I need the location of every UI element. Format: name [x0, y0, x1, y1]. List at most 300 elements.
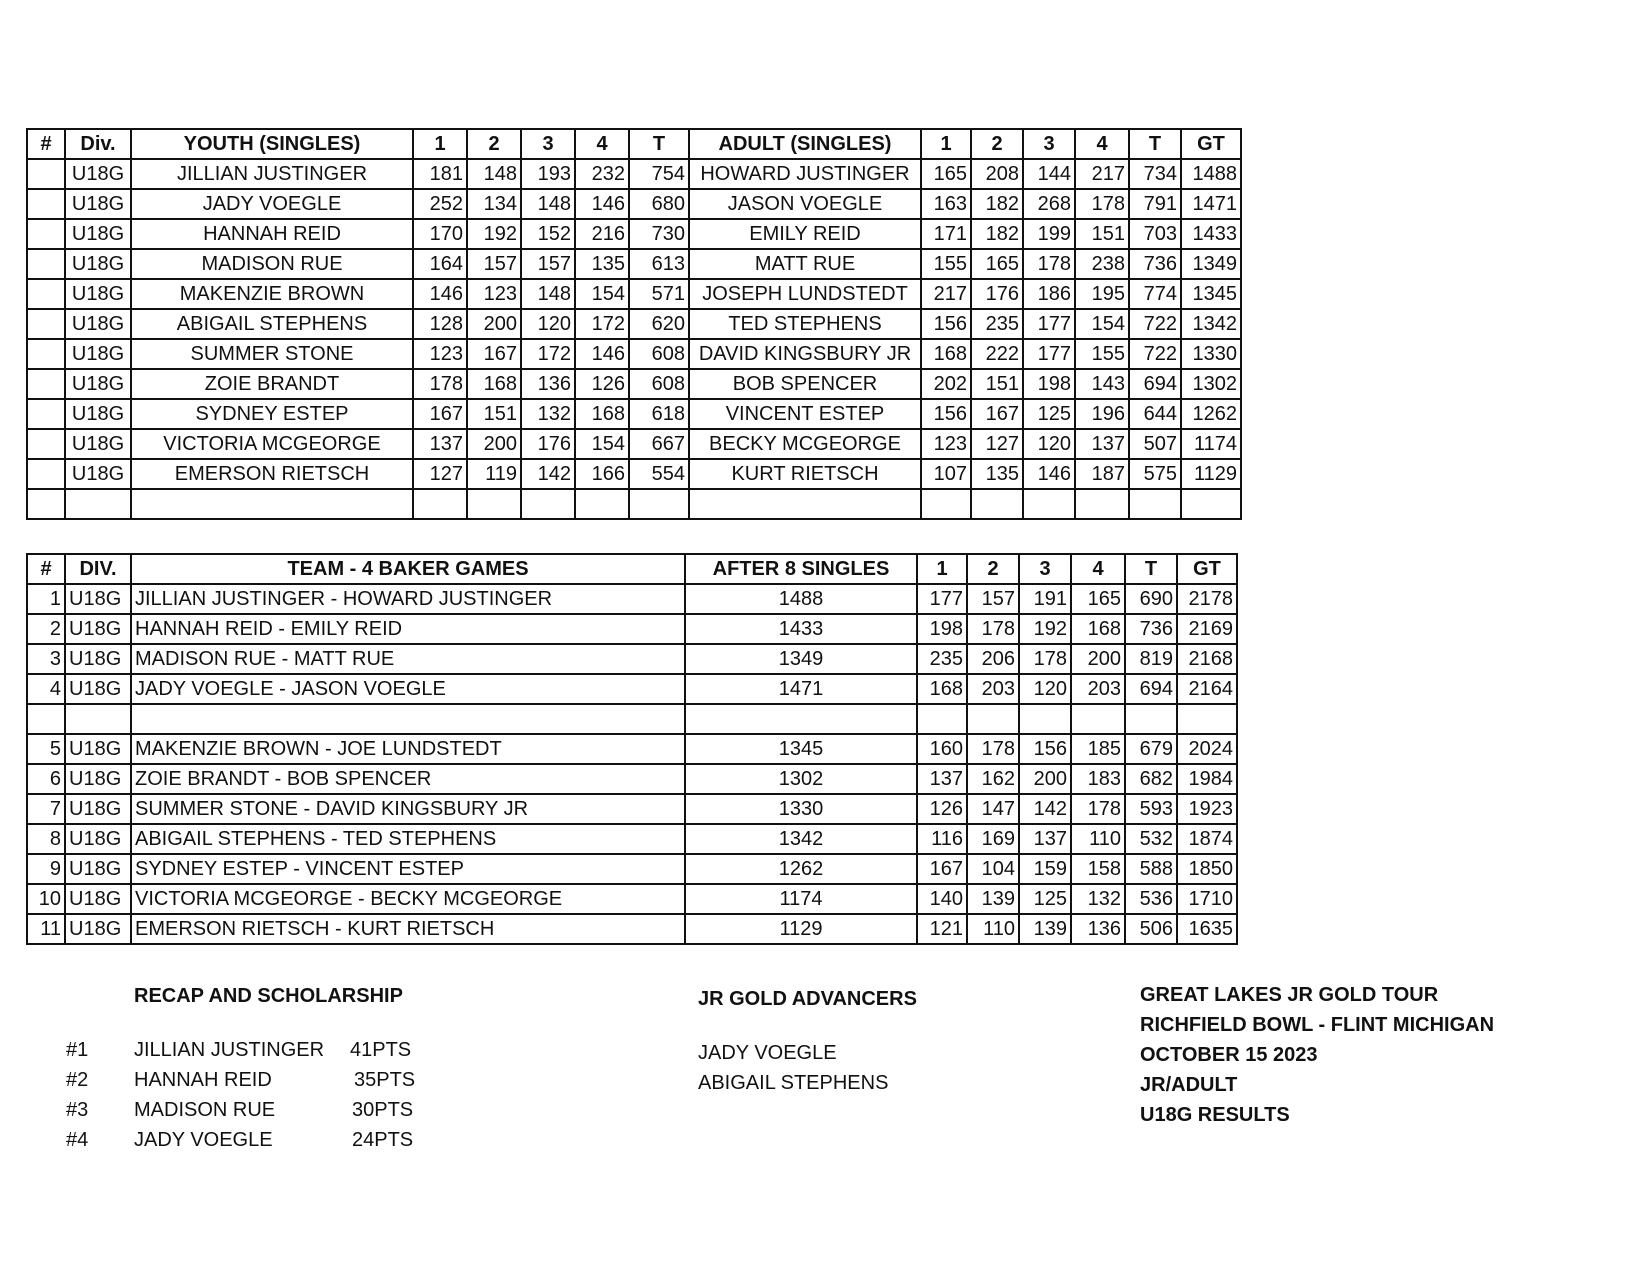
youth-name-cell: HANNAH REID	[131, 219, 413, 249]
division-cell: U18G	[65, 584, 131, 614]
rank-cell	[27, 309, 65, 339]
table-row	[27, 674, 1237, 704]
total-cell: 679	[1125, 734, 1177, 764]
advancer-name: JADY VOEGLE	[698, 1042, 837, 1064]
table-row	[27, 884, 1237, 914]
col-header-grand-total: GT	[1181, 129, 1241, 159]
game-3-cell: 178	[1019, 644, 1071, 674]
grand-total-cell: 1984	[1177, 764, 1237, 794]
adult-game-2-cell: 182	[971, 189, 1023, 219]
adult-name-cell: BOB SPENCER	[689, 369, 921, 399]
team-name-cell: MAKENZIE BROWN - JOE LUNDSTEDT	[131, 734, 685, 764]
recap-points: 24PTS	[352, 1129, 414, 1151]
team-results-table	[26, 553, 1238, 945]
col-header-rank: #	[27, 554, 65, 584]
team-name-cell: SYDNEY ESTEP - VINCENT ESTEP	[131, 854, 685, 884]
youth-game-2-cell: 157	[467, 249, 521, 279]
rank-cell: 5	[27, 734, 65, 764]
youth-total-cell: 571	[629, 279, 689, 309]
recap-rank: #3	[66, 1099, 89, 1121]
total-cell: 588	[1125, 854, 1177, 884]
grand-total-cell: 1635	[1177, 914, 1237, 944]
adult-game-3-cell: 199	[1023, 219, 1075, 249]
team-name-cell: MADISON RUE - MATT RUE	[131, 644, 685, 674]
after-singles-cell: 1488	[685, 584, 917, 614]
game-4-cell: 200	[1071, 644, 1125, 674]
adult-game-4-cell: 196	[1075, 399, 1129, 429]
rank-cell: 9	[27, 854, 65, 884]
youth-game-3-cell: 193	[521, 159, 575, 189]
game-1-cell: 121	[917, 914, 967, 944]
adult-game-2-cell: 176	[971, 279, 1023, 309]
adult-game-2-cell: 222	[971, 339, 1023, 369]
division-cell: U18G	[65, 219, 131, 249]
advancer-name: ABIGAIL STEPHENS	[698, 1072, 889, 1094]
game-1-cell: 126	[917, 794, 967, 824]
youth-game-3-cell: 148	[521, 279, 575, 309]
after-singles-cell: 1330	[685, 794, 917, 824]
youth-game-3-cell: 136	[521, 369, 575, 399]
adult-game-4-cell: 187	[1075, 459, 1129, 489]
rank-cell	[27, 429, 65, 459]
division-cell: U18G	[65, 614, 131, 644]
youth-name-cell: JILLIAN JUSTINGER	[131, 159, 413, 189]
division-cell: U18G	[65, 914, 131, 944]
recap-name: JADY VOEGLE	[134, 1129, 273, 1151]
adult-total-cell: 507	[1129, 429, 1181, 459]
team-header-row	[27, 554, 1237, 584]
total-cell: 593	[1125, 794, 1177, 824]
table-row	[27, 279, 1241, 309]
youth-name-cell: VICTORIA MCGEORGE	[131, 429, 413, 459]
youth-game-1-cell: 137	[413, 429, 467, 459]
empty-cell	[967, 704, 1019, 734]
team-body	[27, 584, 1237, 944]
rank-cell: 11	[27, 914, 65, 944]
youth-name-cell: ZOIE BRANDT	[131, 369, 413, 399]
game-2-cell: 178	[967, 734, 1019, 764]
grand-total-cell: 2168	[1177, 644, 1237, 674]
adult-total-cell: 575	[1129, 459, 1181, 489]
empty-cell	[467, 489, 521, 519]
youth-game-1-cell: 127	[413, 459, 467, 489]
division-cell: U18G	[65, 764, 131, 794]
grand-total-cell: 1850	[1177, 854, 1237, 884]
empty-cell	[27, 489, 65, 519]
youth-game-4-cell: 166	[575, 459, 629, 489]
col-header-adult-game-4: 4	[1075, 129, 1129, 159]
empty-cell	[971, 489, 1023, 519]
division-cell: U18G	[65, 279, 131, 309]
youth-game-1-cell: 167	[413, 399, 467, 429]
division-cell: U18G	[65, 309, 131, 339]
adult-game-1-cell: 107	[921, 459, 971, 489]
game-4-cell: 136	[1071, 914, 1125, 944]
team-name-cell: ZOIE BRANDT - BOB SPENCER	[131, 764, 685, 794]
adult-game-4-cell: 217	[1075, 159, 1129, 189]
rank-cell: 3	[27, 644, 65, 674]
col-header-youth-game-3: 3	[521, 129, 575, 159]
youth-game-2-cell: 192	[467, 219, 521, 249]
after-singles-cell: 1471	[685, 674, 917, 704]
grand-total-cell: 1342	[1181, 309, 1241, 339]
recap-entry	[66, 1065, 415, 1095]
adult-game-2-cell: 235	[971, 309, 1023, 339]
youth-game-3-cell: 142	[521, 459, 575, 489]
game-4-cell: 185	[1071, 734, 1125, 764]
singles-header-row	[27, 129, 1241, 159]
col-header-grand-total: GT	[1177, 554, 1237, 584]
empty-cell	[629, 489, 689, 519]
youth-name-cell: SYDNEY ESTEP	[131, 399, 413, 429]
table-row	[27, 369, 1241, 399]
col-header-game-1: 1	[917, 554, 967, 584]
youth-name-cell: MADISON RUE	[131, 249, 413, 279]
empty-cell	[1181, 489, 1241, 519]
empty-cell	[131, 489, 413, 519]
recap-title: RECAP AND SCHOLARSHIP	[134, 985, 403, 1007]
col-header-adult-game-3: 3	[1023, 129, 1075, 159]
grand-total-cell: 1262	[1181, 399, 1241, 429]
adult-total-cell: 722	[1129, 339, 1181, 369]
youth-total-cell: 608	[629, 339, 689, 369]
game-1-cell: 160	[917, 734, 967, 764]
table-row	[27, 339, 1241, 369]
division-cell: U18G	[65, 189, 131, 219]
youth-game-4-cell: 154	[575, 279, 629, 309]
youth-game-4-cell: 154	[575, 429, 629, 459]
table-row	[27, 734, 1237, 764]
empty-cell	[131, 704, 685, 734]
after-singles-cell: 1174	[685, 884, 917, 914]
total-cell: 736	[1125, 614, 1177, 644]
game-3-cell: 125	[1019, 884, 1071, 914]
adult-total-cell: 734	[1129, 159, 1181, 189]
youth-name-cell: MAKENZIE BROWN	[131, 279, 413, 309]
blank-row	[27, 704, 1237, 734]
adult-game-3-cell: 144	[1023, 159, 1075, 189]
table-row	[27, 764, 1237, 794]
adult-total-cell: 703	[1129, 219, 1181, 249]
youth-game-1-cell: 170	[413, 219, 467, 249]
col-header-adult-game-1: 1	[921, 129, 971, 159]
youth-game-2-cell: 123	[467, 279, 521, 309]
adult-game-4-cell: 154	[1075, 309, 1129, 339]
game-1-cell: 116	[917, 824, 967, 854]
game-3-cell: 159	[1019, 854, 1071, 884]
team-name-cell: JADY VOEGLE - JASON VOEGLE	[131, 674, 685, 704]
adult-game-3-cell: 125	[1023, 399, 1075, 429]
youth-name-cell: ABIGAIL STEPHENS	[131, 309, 413, 339]
empty-cell	[27, 704, 65, 734]
grand-total-cell: 1433	[1181, 219, 1241, 249]
after-singles-cell: 1302	[685, 764, 917, 794]
grand-total-cell: 1710	[1177, 884, 1237, 914]
game-3-cell: 139	[1019, 914, 1071, 944]
table-row	[27, 159, 1241, 189]
recap-rank: #4	[66, 1129, 89, 1151]
youth-game-2-cell: 200	[467, 429, 521, 459]
adult-game-1-cell: 202	[921, 369, 971, 399]
team-name-cell: VICTORIA MCGEORGE - BECKY MCGEORGE	[131, 884, 685, 914]
grand-total-cell: 1345	[1181, 279, 1241, 309]
youth-game-3-cell: 157	[521, 249, 575, 279]
youth-name-cell: JADY VOEGLE	[131, 189, 413, 219]
adult-game-1-cell: 156	[921, 309, 971, 339]
division-cell: U18G	[65, 159, 131, 189]
recap-rank: #1	[66, 1039, 89, 1061]
adult-game-1-cell: 163	[921, 189, 971, 219]
division-cell: U18G	[65, 734, 131, 764]
adult-game-2-cell: 165	[971, 249, 1023, 279]
game-1-cell: 137	[917, 764, 967, 794]
adult-game-3-cell: 177	[1023, 309, 1075, 339]
adult-game-3-cell: 186	[1023, 279, 1075, 309]
game-3-cell: 137	[1019, 824, 1071, 854]
empty-cell	[1071, 704, 1125, 734]
game-4-cell: 132	[1071, 884, 1125, 914]
advancers-list	[698, 1038, 888, 1098]
adult-game-1-cell: 155	[921, 249, 971, 279]
game-3-cell: 191	[1019, 584, 1071, 614]
grand-total-cell: 1874	[1177, 824, 1237, 854]
event-date: OCTOBER 15 2023	[1140, 1044, 1318, 1066]
youth-game-2-cell: 167	[467, 339, 521, 369]
youth-game-4-cell: 126	[575, 369, 629, 399]
total-cell: 819	[1125, 644, 1177, 674]
rank-cell: 2	[27, 614, 65, 644]
event-info	[1140, 980, 1494, 1130]
game-3-cell: 192	[1019, 614, 1071, 644]
game-3-cell: 156	[1019, 734, 1071, 764]
youth-game-2-cell: 200	[467, 309, 521, 339]
col-header-youth-game-4: 4	[575, 129, 629, 159]
youth-game-1-cell: 128	[413, 309, 467, 339]
col-header-youth-game-1: 1	[413, 129, 467, 159]
game-2-cell: 147	[967, 794, 1019, 824]
youth-total-cell: 754	[629, 159, 689, 189]
table-row	[27, 614, 1237, 644]
grand-total-cell: 1302	[1181, 369, 1241, 399]
youth-total-cell: 680	[629, 189, 689, 219]
empty-cell	[689, 489, 921, 519]
recap-list	[66, 1035, 415, 1155]
youth-total-cell: 608	[629, 369, 689, 399]
col-header-division: Div.	[65, 129, 131, 159]
empty-cell	[1125, 704, 1177, 734]
col-header-division: DIV.	[65, 554, 131, 584]
recap-name: JILLIAN JUSTINGER	[134, 1039, 325, 1061]
team-name-cell: HANNAH REID - EMILY REID	[131, 614, 685, 644]
adult-name-cell: EMILY REID	[689, 219, 921, 249]
youth-game-3-cell: 132	[521, 399, 575, 429]
recap-name: HANNAH REID	[134, 1069, 272, 1091]
grand-total-cell: 1174	[1181, 429, 1241, 459]
division-cell: U18G	[65, 369, 131, 399]
grand-total-cell: 1349	[1181, 249, 1241, 279]
youth-game-4-cell: 232	[575, 159, 629, 189]
recap-points: 41PTS	[350, 1039, 412, 1061]
singles-results-table	[26, 128, 1242, 520]
adult-total-cell: 736	[1129, 249, 1181, 279]
game-3-cell: 120	[1019, 674, 1071, 704]
grand-total-cell: 2178	[1177, 584, 1237, 614]
game-1-cell: 235	[917, 644, 967, 674]
division-cell: U18G	[65, 429, 131, 459]
game-3-cell: 142	[1019, 794, 1071, 824]
grand-total-cell: 1471	[1181, 189, 1241, 219]
rank-cell: 4	[27, 674, 65, 704]
rank-cell	[27, 399, 65, 429]
adult-total-cell: 644	[1129, 399, 1181, 429]
col-header-game-3: 3	[1019, 554, 1071, 584]
division-cell: U18G	[65, 794, 131, 824]
game-4-cell: 158	[1071, 854, 1125, 884]
total-cell: 682	[1125, 764, 1177, 794]
after-singles-cell: 1342	[685, 824, 917, 854]
adult-total-cell: 722	[1129, 309, 1181, 339]
game-1-cell: 168	[917, 674, 967, 704]
game-1-cell: 198	[917, 614, 967, 644]
adult-game-2-cell: 127	[971, 429, 1023, 459]
adult-total-cell: 774	[1129, 279, 1181, 309]
empty-cell	[1019, 704, 1071, 734]
total-cell: 506	[1125, 914, 1177, 944]
adult-game-2-cell: 182	[971, 219, 1023, 249]
adult-game-1-cell: 168	[921, 339, 971, 369]
table-row	[27, 644, 1237, 674]
adult-name-cell: TED STEPHENS	[689, 309, 921, 339]
rank-cell	[27, 159, 65, 189]
recap-rank: #2	[66, 1069, 89, 1091]
division-cell: U18G	[65, 459, 131, 489]
game-2-cell: 203	[967, 674, 1019, 704]
game-4-cell: 165	[1071, 584, 1125, 614]
total-cell: 532	[1125, 824, 1177, 854]
adult-game-3-cell: 178	[1023, 249, 1075, 279]
youth-game-4-cell: 146	[575, 189, 629, 219]
adult-game-4-cell: 195	[1075, 279, 1129, 309]
division-cell: U18G	[65, 884, 131, 914]
empty-cell	[65, 489, 131, 519]
game-2-cell: 110	[967, 914, 1019, 944]
game-2-cell: 178	[967, 614, 1019, 644]
table-row	[27, 914, 1237, 944]
rank-cell	[27, 249, 65, 279]
youth-game-3-cell: 120	[521, 309, 575, 339]
rank-cell	[27, 189, 65, 219]
adult-game-2-cell: 167	[971, 399, 1023, 429]
table-row	[27, 249, 1241, 279]
table-row	[27, 584, 1237, 614]
game-4-cell: 110	[1071, 824, 1125, 854]
youth-game-4-cell: 172	[575, 309, 629, 339]
adult-game-1-cell: 156	[921, 399, 971, 429]
youth-name-cell: EMERSON RIETSCH	[131, 459, 413, 489]
table-row	[27, 219, 1241, 249]
adult-game-3-cell: 198	[1023, 369, 1075, 399]
game-2-cell: 157	[967, 584, 1019, 614]
empty-cell	[65, 704, 131, 734]
advancers-title: JR GOLD ADVANCERS	[698, 988, 917, 1010]
table-row	[27, 824, 1237, 854]
grand-total-cell: 1129	[1181, 459, 1241, 489]
after-singles-cell: 1129	[685, 914, 917, 944]
adult-game-3-cell: 120	[1023, 429, 1075, 459]
game-4-cell: 203	[1071, 674, 1125, 704]
division-cell: U18G	[65, 674, 131, 704]
youth-game-1-cell: 181	[413, 159, 467, 189]
youth-game-3-cell: 172	[521, 339, 575, 369]
game-2-cell: 206	[967, 644, 1019, 674]
division-cell: U18G	[65, 399, 131, 429]
adult-total-cell: 791	[1129, 189, 1181, 219]
col-header-game-2: 2	[967, 554, 1019, 584]
youth-game-1-cell: 146	[413, 279, 467, 309]
adult-game-3-cell: 177	[1023, 339, 1075, 369]
rank-cell	[27, 279, 65, 309]
adult-name-cell: DAVID KINGSBURY JR	[689, 339, 921, 369]
youth-total-cell: 730	[629, 219, 689, 249]
adult-name-cell: KURT RIETSCH	[689, 459, 921, 489]
youth-game-3-cell: 176	[521, 429, 575, 459]
game-1-cell: 167	[917, 854, 967, 884]
recap-entry	[66, 1125, 415, 1155]
youth-game-4-cell: 146	[575, 339, 629, 369]
col-header-youth-game-2: 2	[467, 129, 521, 159]
table-row	[27, 309, 1241, 339]
table-row	[27, 794, 1237, 824]
singles-body	[27, 159, 1241, 519]
adult-game-1-cell: 165	[921, 159, 971, 189]
game-2-cell: 169	[967, 824, 1019, 854]
rank-cell: 7	[27, 794, 65, 824]
recap-name: MADISON RUE	[134, 1099, 276, 1121]
game-1-cell: 140	[917, 884, 967, 914]
rank-cell: 6	[27, 764, 65, 794]
adult-game-1-cell: 217	[921, 279, 971, 309]
youth-game-4-cell: 135	[575, 249, 629, 279]
youth-game-2-cell: 168	[467, 369, 521, 399]
table-row	[27, 429, 1241, 459]
event-results-label: U18G RESULTS	[1140, 1104, 1290, 1126]
adult-game-4-cell: 155	[1075, 339, 1129, 369]
adult-game-4-cell: 137	[1075, 429, 1129, 459]
game-2-cell: 104	[967, 854, 1019, 884]
adult-game-2-cell: 208	[971, 159, 1023, 189]
youth-game-1-cell: 178	[413, 369, 467, 399]
empty-cell	[575, 489, 629, 519]
total-cell: 536	[1125, 884, 1177, 914]
division-cell: U18G	[65, 854, 131, 884]
blank-row	[27, 489, 1241, 519]
adult-game-1-cell: 171	[921, 219, 971, 249]
game-2-cell: 162	[967, 764, 1019, 794]
youth-total-cell: 618	[629, 399, 689, 429]
table-row	[27, 459, 1241, 489]
rank-cell	[27, 339, 65, 369]
division-cell: U18G	[65, 249, 131, 279]
adult-game-3-cell: 146	[1023, 459, 1075, 489]
col-header-youth-total: T	[629, 129, 689, 159]
game-3-cell: 200	[1019, 764, 1071, 794]
adult-name-cell: VINCENT ESTEP	[689, 399, 921, 429]
youth-total-cell: 667	[629, 429, 689, 459]
youth-total-cell: 613	[629, 249, 689, 279]
adult-name-cell: MATT RUE	[689, 249, 921, 279]
adult-game-1-cell: 123	[921, 429, 971, 459]
empty-cell	[917, 704, 967, 734]
